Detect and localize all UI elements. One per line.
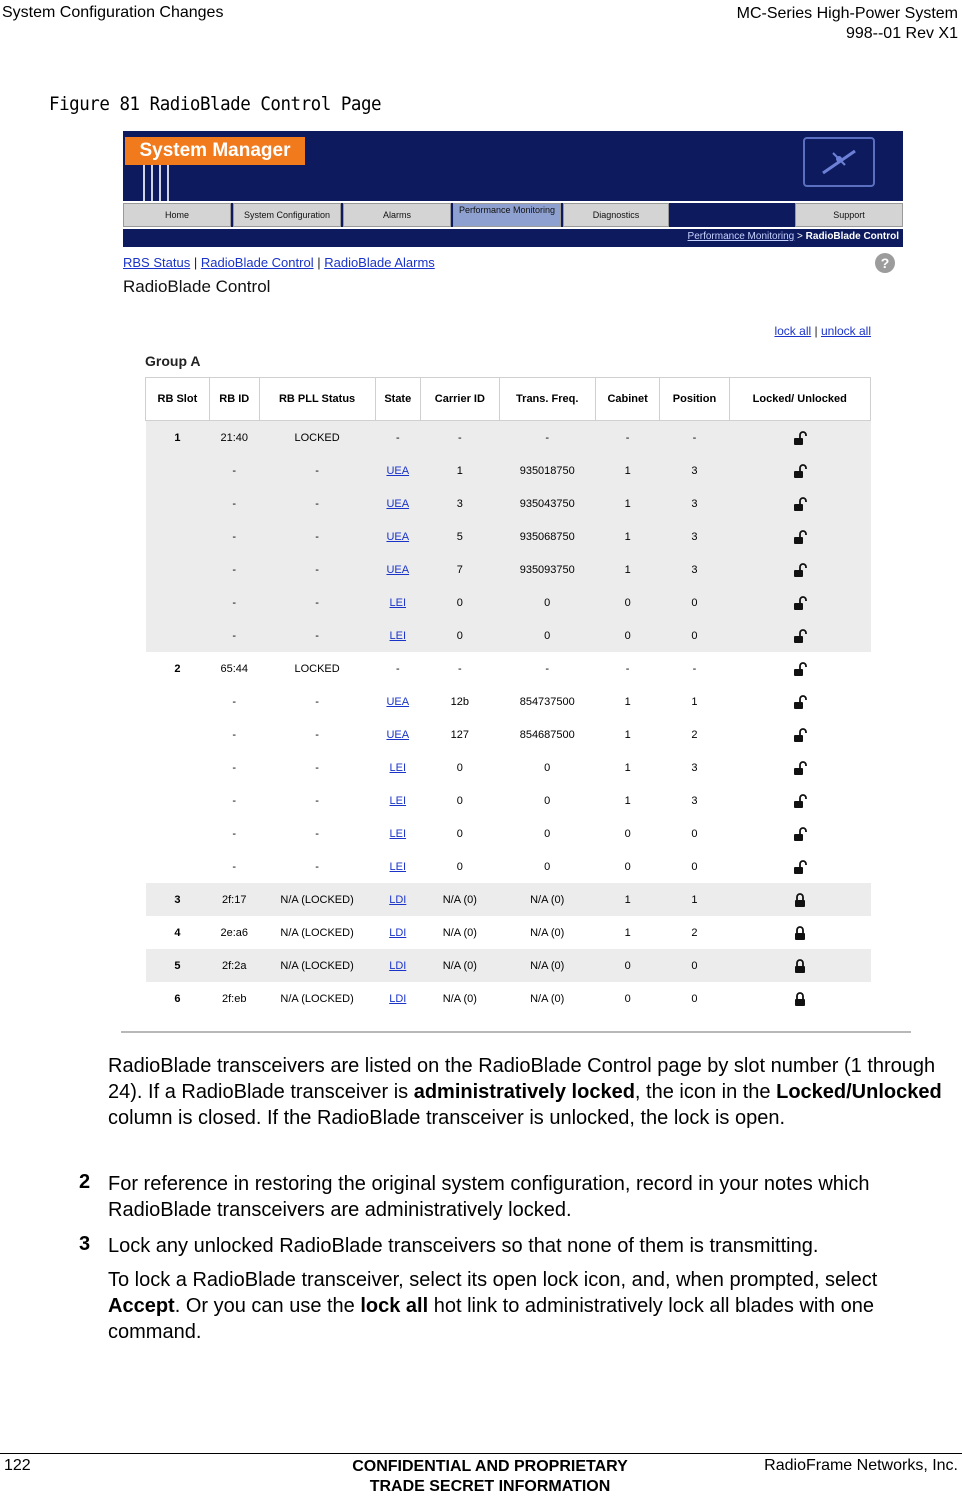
cell-lock [729, 784, 871, 817]
table-row [146, 652, 871, 685]
cell-pll-status: LOCKED [259, 421, 375, 455]
lock-open-icon[interactable] [792, 662, 808, 674]
cell-position: 2 [691, 926, 698, 939]
cell-state: - [395, 662, 400, 675]
step-3-text: Lock any unlocked RadioBlade transceivers so that none of them is transmitting. [108, 1235, 819, 1257]
cell-lock [729, 619, 871, 652]
state-link[interactable]: LEI [389, 827, 407, 840]
cell-rb-slot [146, 520, 210, 553]
lock-open-icon[interactable] [792, 530, 808, 542]
table-row [146, 619, 871, 652]
link-rbs-status[interactable]: RBS Status [123, 255, 191, 270]
sublink-separator: | [317, 255, 321, 270]
lock-links-separator: | [814, 324, 818, 338]
cell-state [375, 685, 421, 718]
state-link[interactable]: LEI [389, 596, 407, 609]
cell-carrier-id: N/A (0) [442, 992, 477, 1005]
cell-trans-freq: N/A (0) [499, 949, 595, 982]
cell-cabinet: 0 [624, 827, 631, 840]
cell-state [375, 817, 421, 850]
cell-carrier-id: 0 [456, 794, 463, 807]
header-right [737, 4, 958, 44]
table-row [146, 817, 871, 850]
cell-trans-freq: N/A (0) [530, 992, 565, 1005]
cell-carrier-id: 3 [421, 487, 500, 520]
lock-open-icon[interactable] [792, 464, 808, 476]
table-row [146, 850, 871, 883]
cell-pll-status: - [315, 695, 319, 708]
cell-cabinet: 0 [595, 949, 660, 982]
table-row [146, 454, 871, 487]
confidentiality-line2: TRADE SECRET INFORMATION [369, 1478, 611, 1495]
cell-rb-slot [146, 487, 210, 520]
banner-stripes [141, 165, 171, 201]
table-row [146, 553, 871, 586]
paragraph-lock-instructions [108, 1267, 938, 1345]
cell-position: 3 [691, 794, 698, 807]
cell-rb-id: - [232, 761, 237, 774]
cell-cabinet: - [625, 662, 630, 675]
cell-trans-freq: 0 [499, 586, 595, 619]
brand-logo: System Manager [125, 137, 305, 165]
radioblade-table [145, 377, 871, 1015]
radioframe-glyph-icon [819, 149, 859, 175]
cell-trans-freq: 935043750 [499, 487, 595, 520]
cell-cabinet: 0 [624, 992, 631, 1005]
lock-open-icon[interactable] [792, 695, 808, 707]
help-icon[interactable]: ? [875, 253, 895, 273]
table-row [146, 883, 871, 916]
cell-trans-freq: 854687500 [519, 728, 575, 741]
tab-performance-monitoring[interactable]: Performance Monitoring [453, 203, 561, 227]
cell-carrier-id: N/A (0) [421, 883, 500, 916]
lock-open-icon[interactable] [792, 629, 808, 641]
cell-pll-status: LOCKED [294, 662, 340, 675]
cell-pll-status: - [259, 619, 375, 652]
cell-rb-slot [146, 586, 210, 619]
cell-lock [729, 817, 871, 850]
tab-home[interactable]: Home [123, 203, 231, 227]
page-title: RadioBlade Control [123, 277, 271, 296]
cell-rb-slot [146, 817, 210, 850]
tab-system-configuration[interactable]: System Configuration [233, 203, 341, 227]
cell-pll-status: - [259, 520, 375, 553]
state-link[interactable]: LDI [389, 959, 407, 972]
header-left: System Configuration Changes [2, 4, 224, 21]
cell-state [375, 718, 421, 751]
cell-trans-freq: 854737500 [519, 695, 575, 708]
p1-bold-a: administratively locked [413, 1081, 635, 1103]
cell-position: 3 [660, 454, 729, 487]
p1-text-c: column is closed. If the RadioBlade transceiver is unlocked, the lock is open. [108, 1107, 786, 1129]
cell-rb-id: - [232, 794, 237, 807]
table-row [146, 751, 871, 784]
cell-rb-slot [146, 784, 210, 817]
footer-rule [0, 1453, 962, 1454]
cell-pll-status: - [259, 586, 375, 619]
cell-rb-id: - [209, 454, 259, 487]
cell-pll-status: N/A (LOCKED) [280, 926, 354, 939]
cell-carrier-id: - [421, 421, 500, 455]
state-link[interactable]: UEA [386, 464, 410, 477]
cell-cabinet: 1 [595, 520, 660, 553]
cell-state [375, 520, 421, 553]
cell-lock [729, 553, 871, 586]
cell-trans-freq: 935093750 [499, 553, 595, 586]
cell-lock [729, 454, 871, 487]
cell-lock [729, 487, 871, 520]
cell-lock [729, 520, 871, 553]
paragraph-intro [108, 1053, 953, 1131]
cell-rb-slot [146, 685, 210, 718]
cell-trans-freq: 0 [544, 794, 551, 807]
cell-position: 3 [691, 761, 698, 774]
cell-state [375, 916, 421, 949]
state-link[interactable]: LEI [389, 629, 407, 642]
state-link[interactable]: LEI [389, 794, 407, 807]
cell-trans-freq: - [499, 421, 595, 455]
cell-position: 0 [660, 949, 729, 982]
cell-pll-status: - [315, 761, 319, 774]
breadcrumb-separator: > [797, 231, 803, 242]
cell-pll-status: N/A (LOCKED) [259, 949, 375, 982]
cell-cabinet: - [595, 421, 660, 455]
cell-carrier-id: N/A (0) [442, 926, 477, 939]
step-2-text: For reference in restoring the original system configuration, record in your notes which RadioBlade transceivers are administratively locked. [108, 1173, 870, 1221]
state-link[interactable]: LEI [389, 860, 407, 873]
state-link[interactable]: UEA [386, 563, 410, 576]
p1-bold-b: Locked/Unlocked [776, 1081, 942, 1103]
cell-carrier-id: 0 [456, 860, 463, 873]
lock-all-link[interactable]: lock all [774, 324, 812, 338]
state-link[interactable]: LEI [389, 761, 407, 774]
cell-cabinet: 1 [624, 728, 631, 741]
cell-position: 0 [691, 992, 698, 1005]
cell-lock [729, 949, 871, 982]
cell-position: - [660, 421, 729, 455]
app-banner [123, 131, 903, 201]
cell-state: - [375, 421, 421, 455]
p1-text-a: RadioBlade transceivers are listed on the RadioBlade Control page by slot number (1 through 24). If a RadioBlade transceiver is [108, 1055, 936, 1103]
cell-carrier-id: 5 [421, 520, 500, 553]
cell-pll-status: - [315, 860, 319, 873]
cell-rb-id: 2e:a6 [220, 926, 248, 939]
cell-rb-slot: 1 [146, 421, 210, 455]
cell-rb-slot: 6 [174, 992, 181, 1005]
col-carrier-id: Carrier ID [421, 378, 500, 421]
cell-rb-slot [146, 454, 210, 487]
table-row [146, 784, 871, 817]
cell-position: 0 [691, 860, 698, 873]
col-state: State [375, 378, 421, 421]
cell-position: 2 [691, 728, 698, 741]
p4-bold-b: lock all [360, 1295, 429, 1317]
cell-pll-status: - [315, 794, 319, 807]
cell-carrier-id: 127 [450, 728, 470, 741]
cell-pll-status: - [315, 728, 319, 741]
lock-open-icon[interactable] [792, 431, 808, 443]
cell-rb-id: - [232, 860, 237, 873]
cell-rb-slot [146, 850, 210, 883]
lock-open-icon[interactable] [792, 563, 808, 575]
lock-closed-icon[interactable] [792, 893, 808, 905]
cell-rb-slot: 3 [146, 883, 210, 916]
cell-lock [729, 751, 871, 784]
cell-state [375, 949, 421, 982]
p4-text-a: To lock a RadioBlade transceiver, select its open lock icon, and, when prompted, select [108, 1269, 878, 1291]
cell-position: 1 [660, 883, 729, 916]
p4-text-c: hot link to administratively lock all blades with one command. [108, 1295, 874, 1343]
cell-trans-freq: N/A (0) [530, 926, 565, 939]
cell-rb-id: - [209, 553, 259, 586]
page-number: 122 [4, 1457, 31, 1474]
company-logo-icon [803, 137, 875, 187]
lock-open-icon[interactable] [792, 761, 808, 773]
sub-navigation [123, 255, 435, 270]
cell-carrier-id: 0 [456, 827, 463, 840]
cell-state [375, 751, 421, 784]
cell-state [375, 619, 421, 652]
cell-cabinet: 0 [624, 860, 631, 873]
table-header-row [146, 378, 871, 421]
cell-position: - [692, 662, 697, 675]
cell-carrier-id: 12b [450, 695, 470, 708]
cell-cabinet: 1 [595, 487, 660, 520]
cell-trans-freq: 0 [499, 619, 595, 652]
cell-position: 1 [691, 695, 698, 708]
cell-cabinet: 1 [624, 695, 631, 708]
lock-open-icon[interactable] [792, 860, 808, 872]
cell-carrier-id: 0 [421, 586, 500, 619]
cell-carrier-id: 7 [421, 553, 500, 586]
table-row [146, 718, 871, 751]
cell-trans-freq: 0 [544, 827, 551, 840]
cell-position: 3 [660, 487, 729, 520]
step-3-number: 3 [79, 1233, 91, 1255]
cell-position: 0 [660, 619, 729, 652]
cell-rb-id: - [232, 827, 237, 840]
cell-position: 3 [660, 553, 729, 586]
cell-cabinet: 1 [624, 761, 631, 774]
cell-rb-id: - [232, 695, 237, 708]
cell-carrier-id: N/A (0) [421, 949, 500, 982]
cell-rb-id: 2f:2a [209, 949, 259, 982]
cell-cabinet: 1 [595, 883, 660, 916]
cell-rb-slot: 5 [146, 949, 210, 982]
tab-alarms[interactable]: Alarms [343, 203, 451, 227]
step-2-number: 2 [79, 1171, 91, 1193]
state-link[interactable]: UEA [386, 530, 410, 543]
cell-trans-freq: N/A (0) [499, 883, 595, 916]
state-link[interactable]: UEA [386, 728, 410, 741]
confidentiality-notice [320, 1457, 660, 1497]
lock-open-icon[interactable] [792, 728, 808, 740]
cell-rb-id: - [209, 619, 259, 652]
lock-open-icon[interactable] [792, 794, 808, 806]
cell-cabinet: 1 [595, 454, 660, 487]
state-link[interactable]: LDI [389, 893, 407, 906]
cell-cabinet: 0 [595, 586, 660, 619]
cell-trans-freq: 0 [544, 761, 551, 774]
p4-text-b: . Or you can use the [174, 1295, 361, 1317]
cell-rb-slot [146, 751, 210, 784]
cell-rb-slot [146, 718, 210, 751]
cell-state [375, 586, 421, 619]
cell-trans-freq: 0 [544, 860, 551, 873]
cell-pll-status: - [259, 487, 375, 520]
breadcrumb-link[interactable]: Performance Monitoring [687, 231, 795, 242]
cell-state [375, 553, 421, 586]
cell-pll-status: - [259, 553, 375, 586]
header-right-line1: MC-Series High-Power System [736, 5, 958, 22]
lock-closed-icon[interactable] [792, 959, 808, 971]
cell-rb-id: 21:40 [209, 421, 259, 455]
col-cabinet: Cabinet [595, 378, 660, 421]
lock-closed-icon[interactable] [792, 926, 808, 938]
tab-diagnostics[interactable]: Diagnostics [563, 203, 669, 227]
table-row [146, 520, 871, 553]
cell-lock [729, 916, 871, 949]
cell-position: 3 [660, 520, 729, 553]
col-rb-id: RB ID [209, 378, 259, 421]
cell-rb-id: 2f:eb [222, 992, 247, 1005]
state-link[interactable]: UEA [386, 497, 410, 510]
table-row [146, 982, 871, 1015]
cell-trans-freq: 935068750 [499, 520, 595, 553]
cell-cabinet: 0 [595, 619, 660, 652]
cell-lock [729, 982, 871, 1015]
nav-bar [123, 203, 903, 227]
table-row [146, 949, 871, 982]
cell-pll-status: - [315, 827, 319, 840]
cell-rb-id: - [209, 487, 259, 520]
link-radioblade-alarms[interactable]: RadioBlade Alarms [324, 255, 435, 270]
cell-state [375, 982, 421, 1015]
sublink-separator: | [193, 255, 198, 270]
cell-lock [729, 883, 871, 916]
cell-rb-slot: 4 [174, 926, 181, 939]
unlock-all-link[interactable]: unlock all [820, 324, 871, 338]
cell-trans-freq: 935018750 [499, 454, 595, 487]
cell-lock [729, 850, 871, 883]
cell-pll-status: N/A (LOCKED) [280, 992, 354, 1005]
lock-open-icon[interactable] [792, 827, 808, 839]
lock-closed-icon[interactable] [792, 992, 808, 1004]
figure-caption: Figure 81 RadioBlade Control Page [49, 93, 382, 115]
cell-carrier-id: 0 [421, 619, 500, 652]
lock-open-icon[interactable] [792, 596, 808, 608]
cell-rb-id: - [209, 586, 259, 619]
cell-lock [729, 421, 871, 455]
cell-rb-slot [146, 619, 210, 652]
state-link[interactable]: UEA [386, 695, 410, 708]
group-title: Group A [145, 353, 201, 369]
cell-cabinet: 1 [624, 794, 631, 807]
link-radioblade-control[interactable]: RadioBlade Control [200, 255, 314, 270]
table-row [146, 685, 871, 718]
cell-rb-id: 65:44 [220, 662, 248, 675]
col-position: Position [660, 378, 729, 421]
cell-lock [729, 718, 871, 751]
cell-state [375, 454, 421, 487]
table-row [146, 586, 871, 619]
cell-lock [729, 685, 871, 718]
screenshot [121, 131, 911, 1033]
cell-position: 0 [660, 586, 729, 619]
company-name: RadioFrame Networks, Inc. [764, 1457, 958, 1474]
table-row [146, 487, 871, 520]
cell-rb-id: - [232, 728, 237, 741]
cell-position: 0 [691, 827, 698, 840]
cell-carrier-id: - [458, 662, 462, 675]
cell-state [375, 784, 421, 817]
p1-text-b: , the icon in the [634, 1081, 777, 1103]
col-trans-freq: Trans. Freq. [499, 378, 595, 421]
cell-state [375, 487, 421, 520]
cell-pll-status: N/A (LOCKED) [259, 883, 375, 916]
breadcrumb [123, 229, 903, 247]
cell-rb-id: - [209, 520, 259, 553]
cell-lock [729, 586, 871, 619]
state-link[interactable]: LDI [389, 992, 407, 1005]
col-locked-unlocked: Locked/ Unlocked [729, 378, 871, 421]
cell-lock [729, 652, 871, 685]
cell-cabinet: 1 [624, 926, 631, 939]
col-rb-slot: RB Slot [146, 378, 210, 421]
cell-trans-freq: - [545, 662, 550, 675]
table-row [146, 916, 871, 949]
table-row [146, 421, 871, 455]
p4-bold-a: Accept [108, 1295, 175, 1317]
lock-open-icon[interactable] [792, 497, 808, 509]
cell-cabinet: 1 [595, 553, 660, 586]
cell-carrier-id: 0 [456, 761, 463, 774]
confidentiality-line1: CONFIDENTIAL AND PROPRIETARY [352, 1458, 628, 1475]
header-right-line2: 998--01 Rev X1 [845, 25, 958, 42]
cell-state [375, 883, 421, 916]
state-link[interactable]: LDI [389, 926, 407, 939]
col-rb-pll-status: RB PLL Status [259, 378, 375, 421]
cell-pll-status: - [259, 454, 375, 487]
cell-state [375, 850, 421, 883]
cell-rb-id: 2f:17 [209, 883, 259, 916]
cell-carrier-id: 1 [421, 454, 500, 487]
lock-links [774, 324, 871, 338]
cell-rb-slot [146, 553, 210, 586]
breadcrumb-current: RadioBlade Control [805, 231, 899, 242]
cell-rb-slot: 2 [174, 662, 181, 675]
tab-support[interactable]: Support [795, 203, 903, 227]
